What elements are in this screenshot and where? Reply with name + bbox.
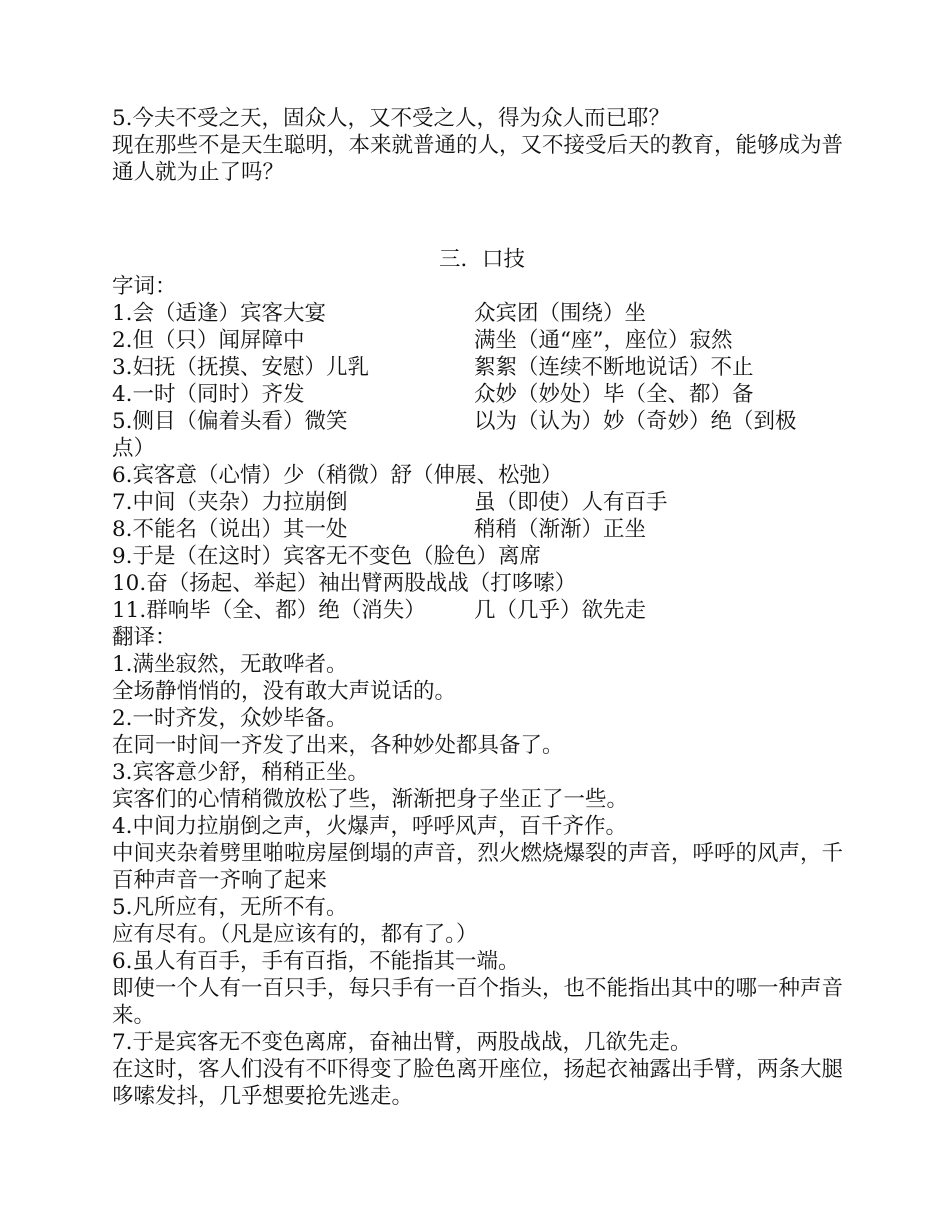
vocab-item: 满坐（通“座”，座位）寂然 [474, 328, 733, 353]
translation-source: 4.中间力拉崩倒之声，火爆声，呼呼风声，百千齐作。 [112, 814, 628, 839]
vocab-row [112, 327, 852, 354]
intro-question: 5.今夫不受之天，固众人，又不受之人，得为众人而已耶？ [112, 106, 671, 131]
vocab-row [112, 300, 852, 327]
vocab-item: 10.奋（扬起、举起）袖出臂两股战战（打哆嗦） [112, 571, 577, 596]
translation-text: 应有尽有。（凡是应该有的，都有了。） [112, 922, 478, 947]
vocab-item: 几（几乎）欲先走 [474, 598, 647, 623]
vocab-item: 2.但（只）闻屏障中 [112, 328, 305, 353]
translation-text: 在同一时间一齐发了出来，各种妙处都具备了。 [112, 733, 564, 758]
vocab-row [112, 381, 852, 408]
vocab-item-continuation: 点） [112, 436, 156, 461]
section-gap [112, 186, 852, 240]
translation-source: 3.宾客意少舒，稍稍正坐。 [112, 760, 370, 785]
vocab-item: 9.于是（在这时）宾客无不变色（脸色）离席 [112, 544, 542, 569]
vocab-row [112, 354, 852, 381]
vocab-item: 3.妇抚（抚摸、安慰）儿乳 [112, 355, 370, 380]
vocab-item: 6.宾客意（心情）少（稍微）舒（伸展、松弛） [112, 463, 563, 488]
translation-source: 6.虽人有百手，手有百指，不能指其一端。 [112, 949, 520, 974]
translation-source: 7.于是宾客无不变色离席，奋袖出臂，两股战战，几欲先走。 [112, 1030, 692, 1055]
vocab-row [112, 489, 852, 516]
vocab-item: 7.中间（夹杂）力拉崩倒 [112, 490, 348, 515]
vocab-row [112, 408, 852, 435]
translation-text: 宾客们的心情稍微放松了些，渐渐把身子坐正了一些。 [112, 787, 629, 812]
vocab-heading: 字词： [112, 274, 177, 299]
vocab-item: 众宾团（围绕）坐 [474, 301, 647, 326]
vocab-item: 5.侧目（偏着头看）微笑 [112, 409, 348, 434]
section-title: 三．口技 [438, 247, 525, 272]
translation-text: 在这时，客人们没有不吓得变了脸色离开座位，扬起衣袖露出手臂，两条大腿哆嗦发抖，几乎想要抢先逃走。 [112, 1057, 844, 1109]
vocab-item: 絮絮（连续不断地说话）不止 [474, 355, 754, 380]
translation-source: 2.一时齐发，众妙毕备。 [112, 706, 348, 731]
vocab-item: 11.群响毕（全、都）绝（消失） [112, 598, 426, 623]
translation-source: 1.满坐寂然，无敢哗者。 [112, 652, 348, 677]
translation-heading: 翻译： [112, 625, 177, 650]
vocab-item: 以为（认为）妙（奇妙）绝（到极 [474, 409, 797, 434]
document-page [112, 105, 852, 1110]
translation-text: 全场静悄悄的，没有敢大声说话的。 [112, 679, 457, 704]
translation-text: 中间夹杂着劈里啪啦房屋倒塌的声音，烈火燃烧爆裂的声音，呼呼的风声，千百种声音一齐响了起来 [112, 841, 844, 893]
vocab-row [112, 516, 852, 543]
translation-text: 即使一个人有一百只手，每只手有一百个指头，也不能指出其中的哪一种声音来。 [112, 976, 844, 1028]
vocab-item: 虽（即使）人有百手 [474, 490, 668, 515]
translation-source: 5.凡所应有，无所不有。 [112, 895, 348, 920]
vocab-row [112, 597, 852, 624]
vocab-item: 众妙（妙处）毕（全、都）备 [474, 382, 754, 407]
vocab-item: 8.不能名（说出）其一处 [112, 517, 348, 542]
vocab-item: 1.会（适逢）宾客大宴 [112, 301, 327, 326]
vocab-item: 4.一时（同时）齐发 [112, 382, 305, 407]
intro-translation: 现在那些不是天生聪明，本来就普通的人，又不接受后天的教育，能够成为普通人就为止了吗？ [112, 133, 844, 185]
vocab-item: 稍稍（渐渐）正坐 [474, 517, 647, 542]
